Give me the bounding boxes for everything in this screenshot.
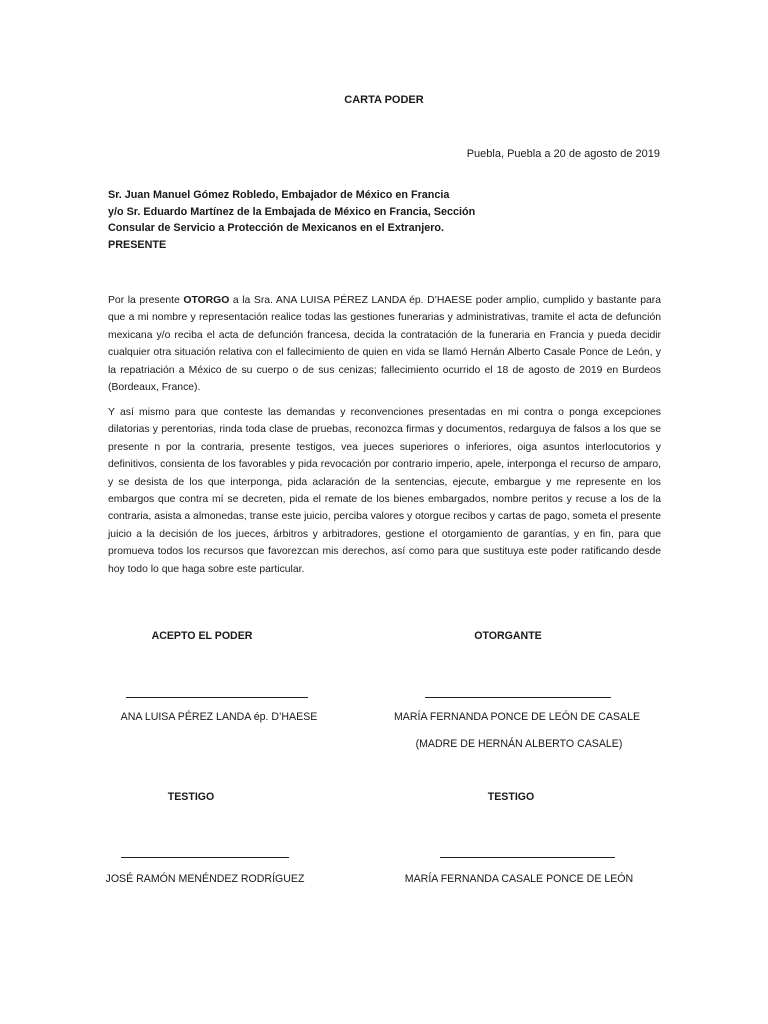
date-line: Puebla, Puebla a 20 de agosto de 2019 [466,148,660,160]
addressee-line: y/o Sr. Eduardo Martínez de la Embajada de México en Francia, Sección [108,205,476,218]
grantor-label: OTORGANTE [474,630,542,642]
addressee-line: Sr. Juan Manuel Gómez Robledo, Embajador de México en Francia [108,189,450,201]
addressee-line: PRESENTE [108,238,167,251]
paragraph-intro: Por la presente [108,295,184,306]
accept-signature-line [126,697,308,698]
addressee-block [108,187,668,253]
grant-paragraph [108,292,661,396]
witness2-name: MARÍA FERNANDA CASALE PONCE DE LEÓN [404,873,634,885]
witness1-name: JOSÉ RAMÓN MENÉNDEZ RODRÍGUEZ [105,873,305,885]
witness2-signature-line [440,857,615,858]
witness2-label: TESTIGO [487,791,535,803]
accept-label: ACEPTO EL PODER [151,630,253,642]
accept-name: ANA LUISA PÉREZ LANDA ép. D’HAESE [120,711,318,723]
grantor-name: MARÍA FERNANDA PONCE DE LEÓN DE CASALE [393,711,641,723]
addressee-line: Consular de Servicio a Protección de Mexicanos en el Extranjero. [108,222,445,234]
witness1-label: TESTIGO [167,791,215,803]
document-title: CARTA PODER [344,94,424,106]
otorgo-keyword: OTORGO [183,295,230,306]
grantor-note: (MADRE DE HERNÁN ALBERTO CASALE) [415,738,623,750]
grantor-signature-line [425,697,611,698]
powers-paragraph: Y así mismo para que conteste las demandas y reconvenciones presentadas en mi contra o ponga excepciones dilatorias y perentorias, rinda toda clase de pruebas, reconozca firmas y documentos, redarguya de falsos a los que se presente n por la contraria, presente testigos, vea jueces superiores o inferiores, oiga asuntos interlocutorios y definitivos, consienta de los favorables y pida revocación por contrario imperio, apele, interponga el recurso de amparo, y se desista de los que interponga, pida aclaración de la sentencias, ejecute, embargue y me represente en los embargos que contra mí se decreten, pida el remate de los bienes embargados, nombre peritos y recuse a los de la contraria, asista a almonedas, transe este juicio, perciba valores y otorgue recibos y cartas de pago, someta el presente juicio a la decisión de los jueces, árbitros y arbitradores, gestione el otorgamiento de garantías, y en fin, para que promueva todos los recursos que favorezcan mis derechos, así como para que sustituya este poder ratificando desde hoy todo lo que haga sobre este particular. [108,407,661,575]
witness1-signature-line [121,857,289,858]
paragraph-body: a la Sra. ANA LUISA PÉREZ LANDA ép. D’HAESE poder amplio, cumplido y bastante para que a mi nombre y representación realice todas las gestiones funerarias y administrativas, tramite el acta de defunción mexicana y/o reciba el acta de defunción francesa, decida la contratación de la funeraria en Francia y pueda decidir cualquier otra situación relativa con el fallecimiento de quien en vida se llamó Hernán Alberto Casale Ponce de León, y la repatriación a México de su cuerpo o de sus cenizas; fallecimiento ocurrido el 18 de agosto de 2019 en Burdeos (Bordeaux, France). [108,295,661,394]
